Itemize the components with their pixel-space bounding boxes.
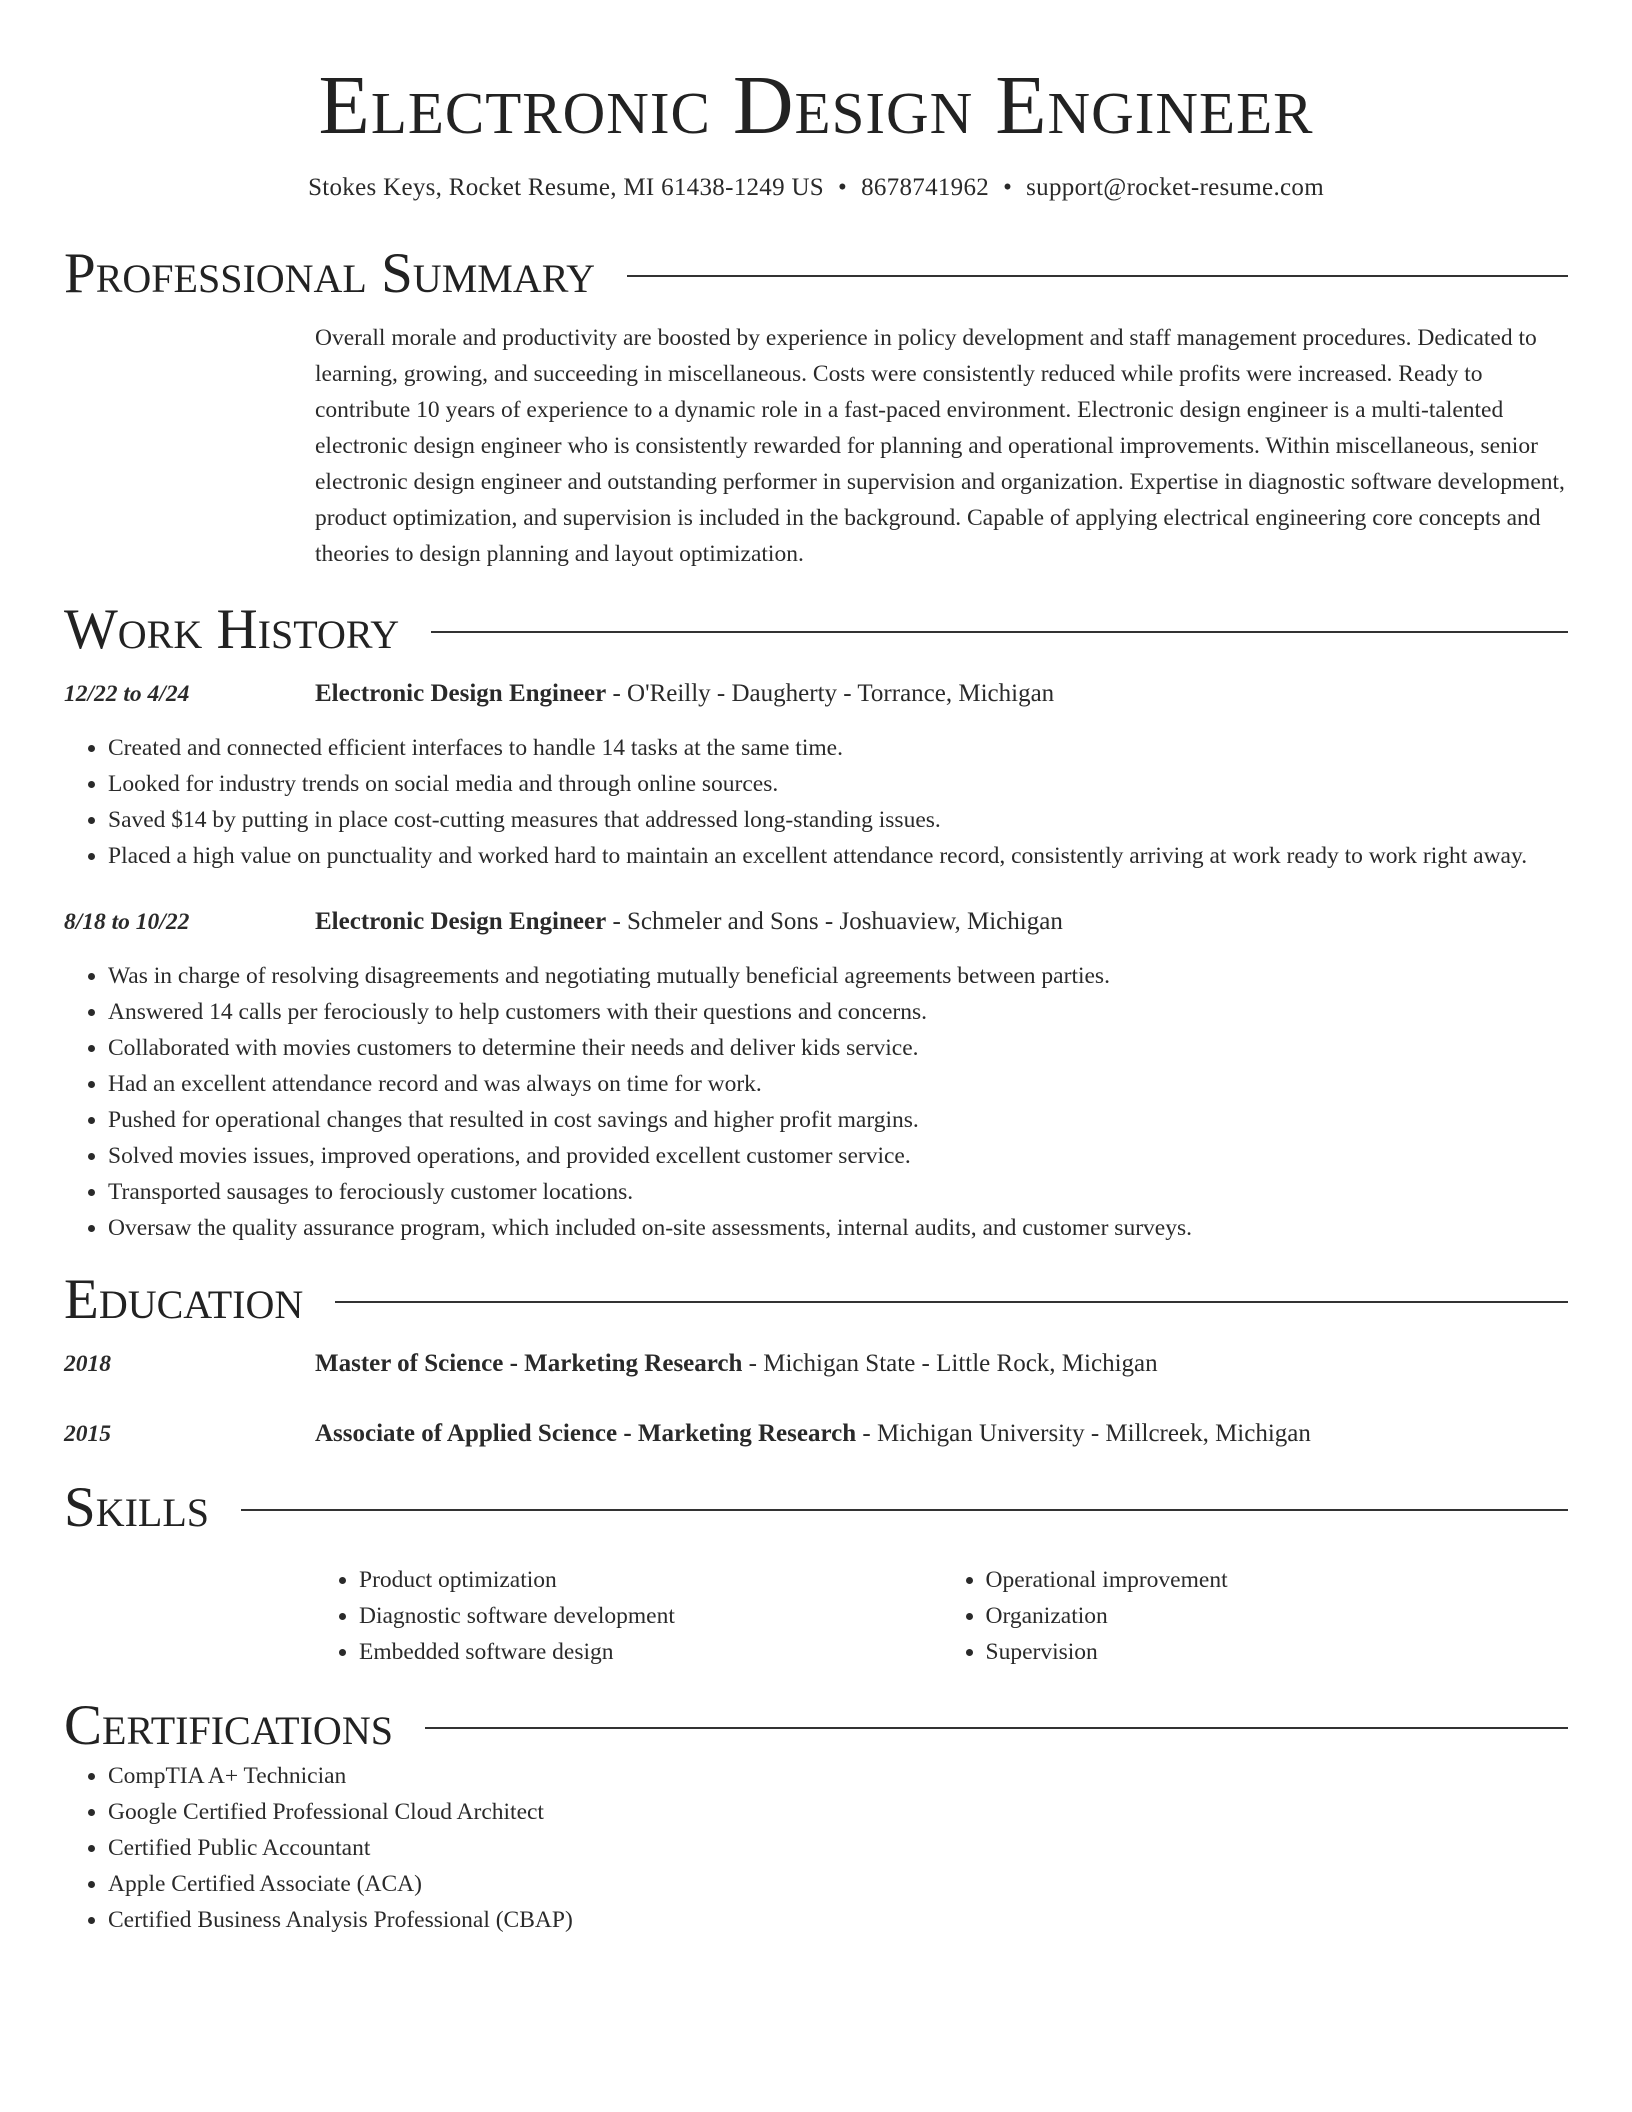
summary-text: Overall morale and productivity are boosted by experience in policy development and staff management procedures. Dedicated to learning, growing, and succeeding in miscellaneous. Costs were consistently reduced while profits were increased. Ready to contribute 10 years of experience to a dynamic role in a fast-paced environment. Electronic design engineer is a multi-talented electronic design engineer who is consistently rewarded for planning and operational improvements. Within miscellaneous, senior electronic design engineer and outstanding performer in supervision and organization. Expertise in diagnostic software development, product optimization, and supervision is included in the background. Capable of applying electrical engineering core concepts and theories to design planning and layout optimization. xyxy=(315,325,1565,567)
section-divider xyxy=(627,275,1568,277)
job-employer: - Schmeler and Sons - Joshuaview, Michigan xyxy=(606,908,1063,935)
contact-line xyxy=(64,172,1568,204)
education-section xyxy=(64,1268,1568,1452)
skill-item: • Supervision xyxy=(986,1634,1569,1670)
job-bullet: • Solved movies issues, improved operations, and provided excellent customer service. xyxy=(108,1138,1568,1174)
job-role: Electronic Design Engineer xyxy=(315,908,607,935)
education-school: - Michigan State - Little Rock, Michigan xyxy=(742,1350,1158,1377)
contact-separator: • xyxy=(1003,174,1013,201)
job-title-line xyxy=(315,676,1054,712)
job-employer: - O'Reilly - Daugherty - Torrance, Michigan xyxy=(606,680,1055,707)
contact-email: support@rocket-resume.com xyxy=(1026,174,1324,201)
section-divider xyxy=(425,1727,1568,1729)
skill-item: • Diagnostic software development xyxy=(359,1598,942,1634)
job-entry xyxy=(64,904,1568,1246)
work-history-heading-text: Work History xyxy=(64,598,400,661)
work-history-heading xyxy=(64,598,1568,662)
job-bullet: • Saved $14 by putting in place cost-cutting measures that addressed long-standing issues. xyxy=(108,802,1568,838)
education-line xyxy=(315,1346,1158,1382)
job-bullet: • Was in charge of resolving disagreements and negotiating mutually beneficial agreements between parties. xyxy=(108,958,1568,994)
work-history-section xyxy=(64,598,1568,1246)
job-bullet: • Created and connected efficient interfaces to handle 14 tasks at the same time. xyxy=(108,730,1568,766)
certification-item: • CompTIA A+ Technician xyxy=(108,1758,1568,1794)
education-degree: Master of Science - Marketing Research xyxy=(315,1350,743,1377)
skill-item: • Product optimization xyxy=(359,1562,942,1598)
skills-heading-text: Skills xyxy=(64,1476,210,1539)
contact-separator: • xyxy=(838,174,848,201)
certification-item: • Certified Business Analysis Professional (CBAP) xyxy=(108,1902,1568,1938)
section-divider xyxy=(241,1509,1568,1511)
job-bullet: • Pushed for operational changes that resulted in cost savings and higher profit margins. xyxy=(108,1102,1568,1138)
summary-section xyxy=(64,242,1568,572)
job-dates: 8/18 to 10/22 xyxy=(64,909,190,935)
job-dates: 12/22 to 4/24 xyxy=(64,681,190,707)
skill-item: • Operational improvement xyxy=(986,1562,1569,1598)
education-year: 2018 xyxy=(64,1351,111,1377)
job-header xyxy=(64,676,1568,712)
job-bullet: • Placed a high value on punctuality and worked hard to maintain an excellent attendance record, consistently arriving at work ready to work right away. xyxy=(108,838,1568,874)
certifications-heading xyxy=(64,1694,1568,1758)
job-header xyxy=(64,904,1568,940)
certifications-section xyxy=(64,1694,1568,1938)
summary-heading-text: Professional Summary xyxy=(64,242,596,305)
education-entry xyxy=(64,1416,1568,1452)
contact-phone: 8678741962 xyxy=(861,174,990,201)
skills-section xyxy=(64,1476,1568,1670)
certifications-heading-text: Certifications xyxy=(64,1694,393,1757)
job-bullet: • Collaborated with movies customers to determine their needs and deliver kids service. xyxy=(108,1030,1568,1066)
job-bullet: • Transported sausages to ferociously customer locations. xyxy=(108,1174,1568,1210)
education-line xyxy=(315,1416,1311,1452)
job-bullet: • Had an excellent attendance record and was always on time for work. xyxy=(108,1066,1568,1102)
job-bullets xyxy=(64,730,1568,874)
certifications-list xyxy=(64,1758,1568,1938)
certification-item: • Google Certified Professional Cloud Architect xyxy=(108,1794,1568,1830)
resume-title: Electronic Design Engineer xyxy=(318,59,1314,152)
skills-grid xyxy=(315,1562,1568,1670)
education-school: - Michigan University - Millcreek, Michigan xyxy=(856,1420,1311,1447)
job-entry xyxy=(64,676,1568,874)
skills-list-left xyxy=(315,1562,942,1670)
skill-item: • Embedded software design xyxy=(359,1634,942,1670)
skill-item: • Organization xyxy=(986,1598,1569,1634)
job-bullet: • Answered 14 calls per ferociously to help customers with their questions and concerns. xyxy=(108,994,1568,1030)
skills-heading xyxy=(64,1476,1568,1540)
job-role: Electronic Design Engineer xyxy=(315,680,607,707)
job-title-line xyxy=(315,904,1063,940)
education-heading xyxy=(64,1268,1568,1332)
education-heading-text: Education xyxy=(64,1268,304,1331)
education-degree: Associate of Applied Science - Marketing Research xyxy=(315,1420,857,1447)
job-bullet: • Looked for industry trends on social media and through online sources. xyxy=(108,766,1568,802)
job-bullet: • Oversaw the quality assurance program, which included on-site assessments, internal audits, and customer surveys. xyxy=(108,1210,1568,1246)
section-divider xyxy=(335,1301,1568,1303)
skills-list-right xyxy=(942,1562,1569,1670)
section-divider xyxy=(431,631,1568,633)
summary-heading xyxy=(64,242,1568,306)
certification-item: • Certified Public Accountant xyxy=(108,1830,1568,1866)
contact-address: Stokes Keys, Rocket Resume, MI 61438-1249 US xyxy=(308,174,825,201)
education-year: 2015 xyxy=(64,1421,111,1447)
education-entry xyxy=(64,1346,1568,1382)
certification-item: • Apple Certified Associate (ACA) xyxy=(108,1866,1568,1902)
job-bullets xyxy=(64,958,1568,1246)
